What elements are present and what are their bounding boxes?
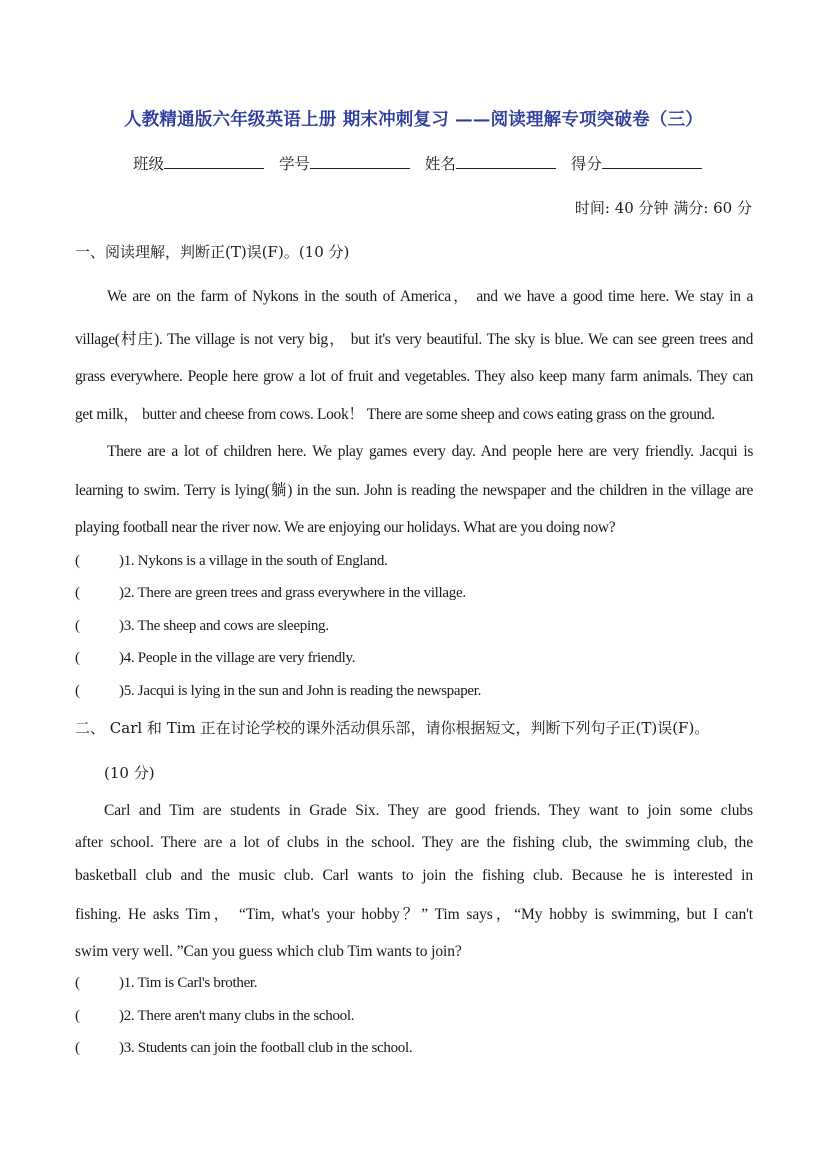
section1-question: ( )1. Nykons is a village in the south of England. [75,553,388,569]
page-title: 人教精通版六年级英语上册 期末冲刺复习 ——阅读理解专项突破卷（三） [124,110,703,130]
section2-passage-line: fishing. He asks Tim， “Tim, what's your hobby？” Tim says，“My hobby is swimming, but I can't [75,906,753,923]
section2-points: (10 分) [104,764,155,782]
name-label: 姓名 [424,155,456,173]
section1-passage-line: learning to swim. Terry is lying(躺) in the sun. John is reading the newspaper and the children in the village are [75,482,753,499]
section1-question: ( )4. People in the village are very friendly. [75,650,356,666]
section2-question: ( )3. Students can join the football club in the school. [75,1040,413,1056]
student-info-row [133,152,712,174]
section1-passage-line: There are a lot of children here. We play games every day. And people here are very friendly. Jacqui is [107,443,753,460]
section1-passage-line: playing football near the river now. We are enjoying our holidays. What are you doing now? [75,519,616,536]
section1-passage-line: get milk， butter and cheese from cows. Look！ There are some sheep and cows eating grass on the ground. [75,406,715,423]
time-info: 时间: 40 分钟 满分: 60 分 [574,199,752,217]
score-blank [602,154,702,169]
section1-question: ( )2. There are green trees and grass everywhere in the village. [75,585,466,601]
section2-passage-line: after school. There are a lot of clubs in the school. They are the fishing club, the swimming club, the [75,834,753,851]
section1-question: ( )5. Jacqui is lying in the sun and John is reading the newspaper. [75,683,482,699]
section2-passage-line: swim very well. ”Can you guess which club Tim wants to join? [75,943,462,960]
score-label: 得分 [570,155,602,173]
section2-passage-line: Carl and Tim are students in Grade Six. They are good friends. They want to join some clubs [104,802,753,819]
class-blank [164,154,264,169]
class-label: 班级 [133,155,165,173]
section1-passage-line: village(村庄). The village is not very big， but it's very beautiful. The sky is blue. We can see green trees and [75,331,753,348]
name-blank [456,154,556,169]
section1-heading: 一、阅读理解，判断正(T)误(F)。(10 分) [75,243,350,261]
section2-question: ( )1. Tim is Carl's brother. [75,975,258,991]
section2-passage-line: basketball club and the music club. Carl wants to join the fishing club. Because he is interested in [75,867,753,884]
number-label: 学号 [278,155,310,173]
section1-passage-line: grass everywhere. People here grow a lot of fruit and vegetables. They also keep many farm animals. They can [75,368,753,385]
section2-heading: 二、 Carl 和 Tim 正在讨论学校的课外活动俱乐部，请你根据短文，判断下列句子正(T)误(F)。 [75,719,710,737]
section1-passage-line: We are on the farm of Nykons in the south of America， and we have a good time here. We stay in a [107,288,753,305]
section1-question: ( )3. The sheep and cows are sleeping. [75,618,329,634]
section2-question: ( )2. There aren't many clubs in the school. [75,1008,355,1024]
number-blank [310,154,410,169]
